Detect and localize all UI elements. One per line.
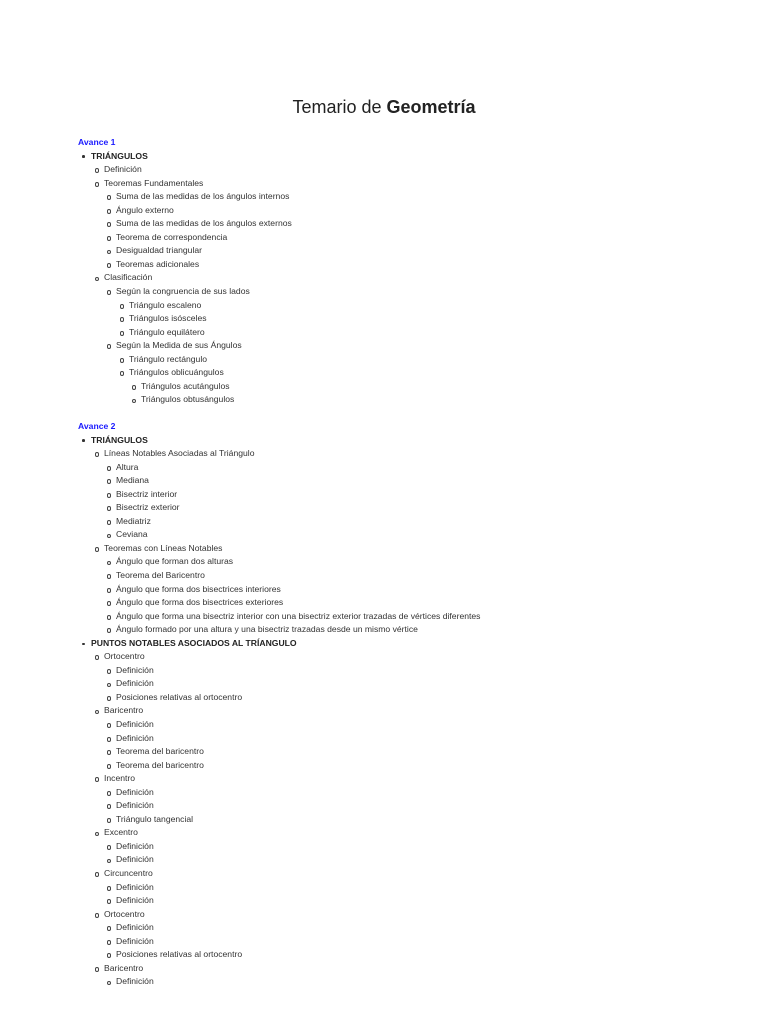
- title-bold: Geometría: [386, 97, 476, 117]
- list-item-text: Definición: [116, 854, 154, 865]
- bullet-circle-icon: [94, 271, 100, 285]
- list-item-text: Ángulo que forman dos alturas: [116, 556, 234, 567]
- bullet-circle-icon: [106, 501, 112, 515]
- bullet-circle-icon: [119, 299, 125, 313]
- bullet-circle-icon: [94, 542, 100, 556]
- list-item-text: Bisectriz interior: [116, 488, 178, 499]
- bullet-circle-icon: [106, 461, 112, 475]
- list-item-text: Triángulo tangencial: [116, 813, 194, 824]
- list-item-text: Teoremas con Líneas Notables: [104, 542, 223, 553]
- bullet-circle-icon: [94, 867, 100, 881]
- bullet-circle-icon: [106, 732, 112, 746]
- list-item-text: Suma de las medidas de los ángulos externos: [116, 218, 292, 229]
- list-item: [78, 935, 154, 949]
- list-item: [78, 217, 292, 231]
- list-item-text: Ortocentro: [104, 908, 145, 919]
- bullet-circle-icon: [119, 312, 125, 326]
- bullet-circle-icon: [106, 583, 112, 597]
- list-item: [78, 542, 223, 556]
- bullet-circle-icon: [131, 393, 137, 407]
- list-item: [78, 393, 235, 407]
- bullet-circle-icon: [106, 935, 112, 949]
- list-item: [78, 569, 205, 583]
- bullet-circle-icon: [106, 258, 112, 272]
- list-item: [78, 353, 208, 367]
- list-item-text: Ángulo que forma dos bisectrices interiores: [116, 583, 281, 594]
- list-item-text: Definición: [116, 881, 154, 892]
- list-item: [78, 555, 234, 569]
- list-item: [78, 894, 154, 908]
- list-item: [78, 867, 153, 881]
- list-item: [78, 813, 194, 827]
- list-item-text: Suma de las medidas de los ángulos internos: [116, 191, 290, 202]
- bullet-circle-icon: [106, 759, 112, 773]
- bullet-circle-icon: [106, 975, 112, 989]
- bullet-circle-icon: [106, 190, 112, 204]
- bullet-circle-icon: [106, 285, 112, 299]
- list-item-text: Definición: [116, 786, 154, 797]
- bullet-circle-icon: [106, 881, 112, 895]
- list-item-text: Teorema de correspondencia: [116, 231, 228, 242]
- bullet-circle-icon: [106, 894, 112, 908]
- section-avance-1: [78, 136, 292, 407]
- list-item: [78, 326, 205, 340]
- list-item-text: Definición: [116, 840, 154, 851]
- list-item-text: Triángulos obtusángulos: [141, 394, 235, 405]
- list-item-text: Clasificación: [104, 272, 153, 283]
- list-item-text: Definición: [116, 922, 154, 933]
- list-item: [78, 258, 200, 272]
- list-item: [78, 623, 418, 637]
- list-item: [78, 447, 255, 461]
- list-item-text: Líneas Notables Asociadas al Triángulo: [104, 448, 255, 459]
- list-item-text: Teoremas adicionales: [116, 258, 200, 269]
- list-item-text: Teoremas Fundamentales: [104, 177, 204, 188]
- list-item-text: Definición: [116, 976, 154, 987]
- list-item: [78, 853, 154, 867]
- bullet-circle-icon: [94, 447, 100, 461]
- list-item-text: Definición: [116, 678, 154, 689]
- list-item: [78, 583, 281, 597]
- list-item: [78, 474, 149, 488]
- bullet-disc-icon: [81, 150, 87, 164]
- bullet-disc-icon: [81, 434, 87, 448]
- list-item: [78, 948, 243, 962]
- list-item-text: Ortocentro: [104, 651, 145, 662]
- list-item: [78, 339, 242, 353]
- list-item: [78, 908, 145, 922]
- list-item-text: Definición: [116, 800, 154, 811]
- bullet-circle-icon: [106, 799, 112, 813]
- bullet-circle-icon: [106, 786, 112, 800]
- list-item: [78, 732, 154, 746]
- list-item: [78, 244, 202, 258]
- list-item-text: Teorema del baricentro: [116, 759, 204, 770]
- page-title: [0, 97, 768, 118]
- bullet-circle-icon: [106, 528, 112, 542]
- bullet-circle-icon: [106, 691, 112, 705]
- list-item-text: Ángulo externo: [116, 204, 174, 215]
- bullet-circle-icon: [106, 718, 112, 732]
- list-item: [78, 718, 154, 732]
- list-item-text: Altura: [116, 461, 139, 472]
- list-item-text: Triángulo escaleno: [129, 299, 202, 310]
- bullet-circle-icon: [119, 326, 125, 340]
- list-item: [78, 190, 290, 204]
- list-item: [78, 515, 151, 529]
- bullet-circle-icon: [106, 474, 112, 488]
- bullet-circle-icon: [94, 650, 100, 664]
- bullet-disc-icon: [81, 637, 87, 651]
- bullet-circle-icon: [106, 840, 112, 854]
- list-item: [78, 231, 228, 245]
- list-item: [78, 366, 224, 380]
- list-item-text: PUNTOS NOTABLES ASOCIADOS AL TRÍANGULO: [91, 637, 297, 648]
- list-item: [78, 177, 204, 191]
- list-item: [78, 271, 153, 285]
- list-item-text: Definición: [116, 732, 154, 743]
- list-item: [78, 163, 142, 177]
- list-item-text: Mediana: [116, 475, 149, 486]
- list-item-text: Ángulo que forma dos bisectrices exteriores: [116, 597, 284, 608]
- list-item: [78, 204, 174, 218]
- bullet-circle-icon: [94, 704, 100, 718]
- bullet-circle-icon: [94, 962, 100, 976]
- bullet-circle-icon: [106, 813, 112, 827]
- list-item: [78, 786, 154, 800]
- bullet-circle-icon: [106, 244, 112, 258]
- bullet-circle-icon: [119, 353, 125, 367]
- topic-list: [78, 434, 481, 989]
- section-label[interactable]: Avance 2: [78, 421, 116, 431]
- bullet-circle-icon: [106, 204, 112, 218]
- list-item-text: Circuncentro: [104, 868, 153, 878]
- list-item: [78, 461, 139, 475]
- list-item-text: Triángulo rectángulo: [129, 353, 208, 364]
- list-item: [78, 488, 178, 502]
- list-item: [78, 826, 138, 840]
- list-item-text: Mediatriz: [116, 515, 151, 526]
- list-item: [78, 650, 145, 664]
- list-item: [78, 691, 243, 705]
- list-item-text: Triángulo equilátero: [129, 326, 205, 337]
- list-item: [78, 704, 144, 718]
- bullet-circle-icon: [94, 772, 100, 786]
- list-item-text: Según la congruencia de sus lados: [116, 285, 250, 296]
- list-item-text: Triángulos acutángulos: [141, 380, 230, 391]
- list-item-text: Definición: [104, 164, 142, 175]
- bullet-circle-icon: [94, 826, 100, 840]
- bullet-circle-icon: [106, 339, 112, 353]
- bullet-circle-icon: [94, 163, 100, 177]
- list-item-text: Bisectriz exterior: [116, 502, 180, 513]
- section-label[interactable]: Avance 1: [78, 137, 116, 147]
- bullet-circle-icon: [106, 231, 112, 245]
- list-item: [78, 610, 481, 624]
- list-item-text: Posiciones relativas al ortocentro: [116, 691, 243, 702]
- list-item-text: Excentro: [104, 827, 138, 838]
- section-avance-2: [78, 420, 481, 989]
- list-item: [78, 312, 207, 326]
- list-item: [78, 962, 144, 976]
- list-item-text: Triángulos isósceles: [129, 313, 207, 324]
- list-item-text: Desigualdad triangular: [116, 245, 202, 256]
- list-item-text: TRIÁNGULOS: [91, 150, 148, 161]
- list-item-text: Ceviana: [116, 529, 148, 540]
- list-item-text: Ángulo que forma una bisectriz interior con una bisectriz exterior trazadas de vértices diferentes: [116, 610, 481, 621]
- bullet-circle-icon: [106, 217, 112, 231]
- title-plain: Temario de: [292, 97, 387, 117]
- bullet-circle-icon: [106, 623, 112, 637]
- list-item-text: Posiciones relativas al ortocentro: [116, 949, 243, 960]
- list-item: [78, 285, 250, 299]
- list-item-text: Baricentro: [104, 962, 144, 973]
- bullet-circle-icon: [131, 380, 137, 394]
- list-item: [78, 664, 154, 678]
- list-item-text: Definición: [116, 935, 154, 946]
- list-item: [78, 921, 154, 935]
- bullet-circle-icon: [106, 610, 112, 624]
- list-item: [78, 637, 297, 651]
- bullet-circle-icon: [106, 555, 112, 569]
- list-item-text: Incentro: [104, 773, 136, 784]
- bullet-circle-icon: [119, 366, 125, 380]
- list-item: [78, 975, 154, 989]
- list-item: [78, 759, 204, 773]
- list-item-text: TRIÁNGULOS: [91, 434, 148, 445]
- bullet-circle-icon: [106, 569, 112, 583]
- bullet-circle-icon: [106, 515, 112, 529]
- list-item-text: Definición: [116, 718, 154, 729]
- list-item-text: Baricentro: [104, 705, 144, 716]
- list-item: [78, 501, 180, 515]
- list-item-text: Ángulo formado por una altura y una bisectriz trazadas desde un mismo vértice: [116, 624, 418, 635]
- list-item: [78, 380, 230, 394]
- list-item: [78, 772, 136, 786]
- list-item: [78, 677, 154, 691]
- bullet-circle-icon: [106, 664, 112, 678]
- list-item-text: Según la Medida de sus Ángulos: [116, 340, 242, 351]
- bullet-circle-icon: [106, 596, 112, 610]
- list-item: [78, 745, 204, 759]
- bullet-circle-icon: [106, 853, 112, 867]
- bullet-circle-icon: [106, 488, 112, 502]
- bullet-circle-icon: [94, 177, 100, 191]
- list-item: [78, 299, 202, 313]
- list-item: [78, 881, 154, 895]
- list-item: [78, 150, 148, 164]
- list-item-text: Teorema del baricentro: [116, 746, 204, 757]
- list-item-text: Definición: [116, 895, 154, 906]
- bullet-circle-icon: [94, 908, 100, 922]
- list-item: [78, 840, 154, 854]
- bullet-circle-icon: [106, 745, 112, 759]
- list-item-text: Teorema del Baricentro: [116, 569, 205, 580]
- list-item: [78, 799, 154, 813]
- topic-list: [78, 150, 292, 407]
- list-item: [78, 596, 284, 610]
- list-item: [78, 434, 148, 448]
- list-item-text: Triángulos oblicuángulos: [129, 367, 224, 378]
- bullet-circle-icon: [106, 948, 112, 962]
- list-item: [78, 528, 148, 542]
- list-item-text: Definición: [116, 664, 154, 675]
- bullet-circle-icon: [106, 921, 112, 935]
- bullet-circle-icon: [106, 677, 112, 691]
